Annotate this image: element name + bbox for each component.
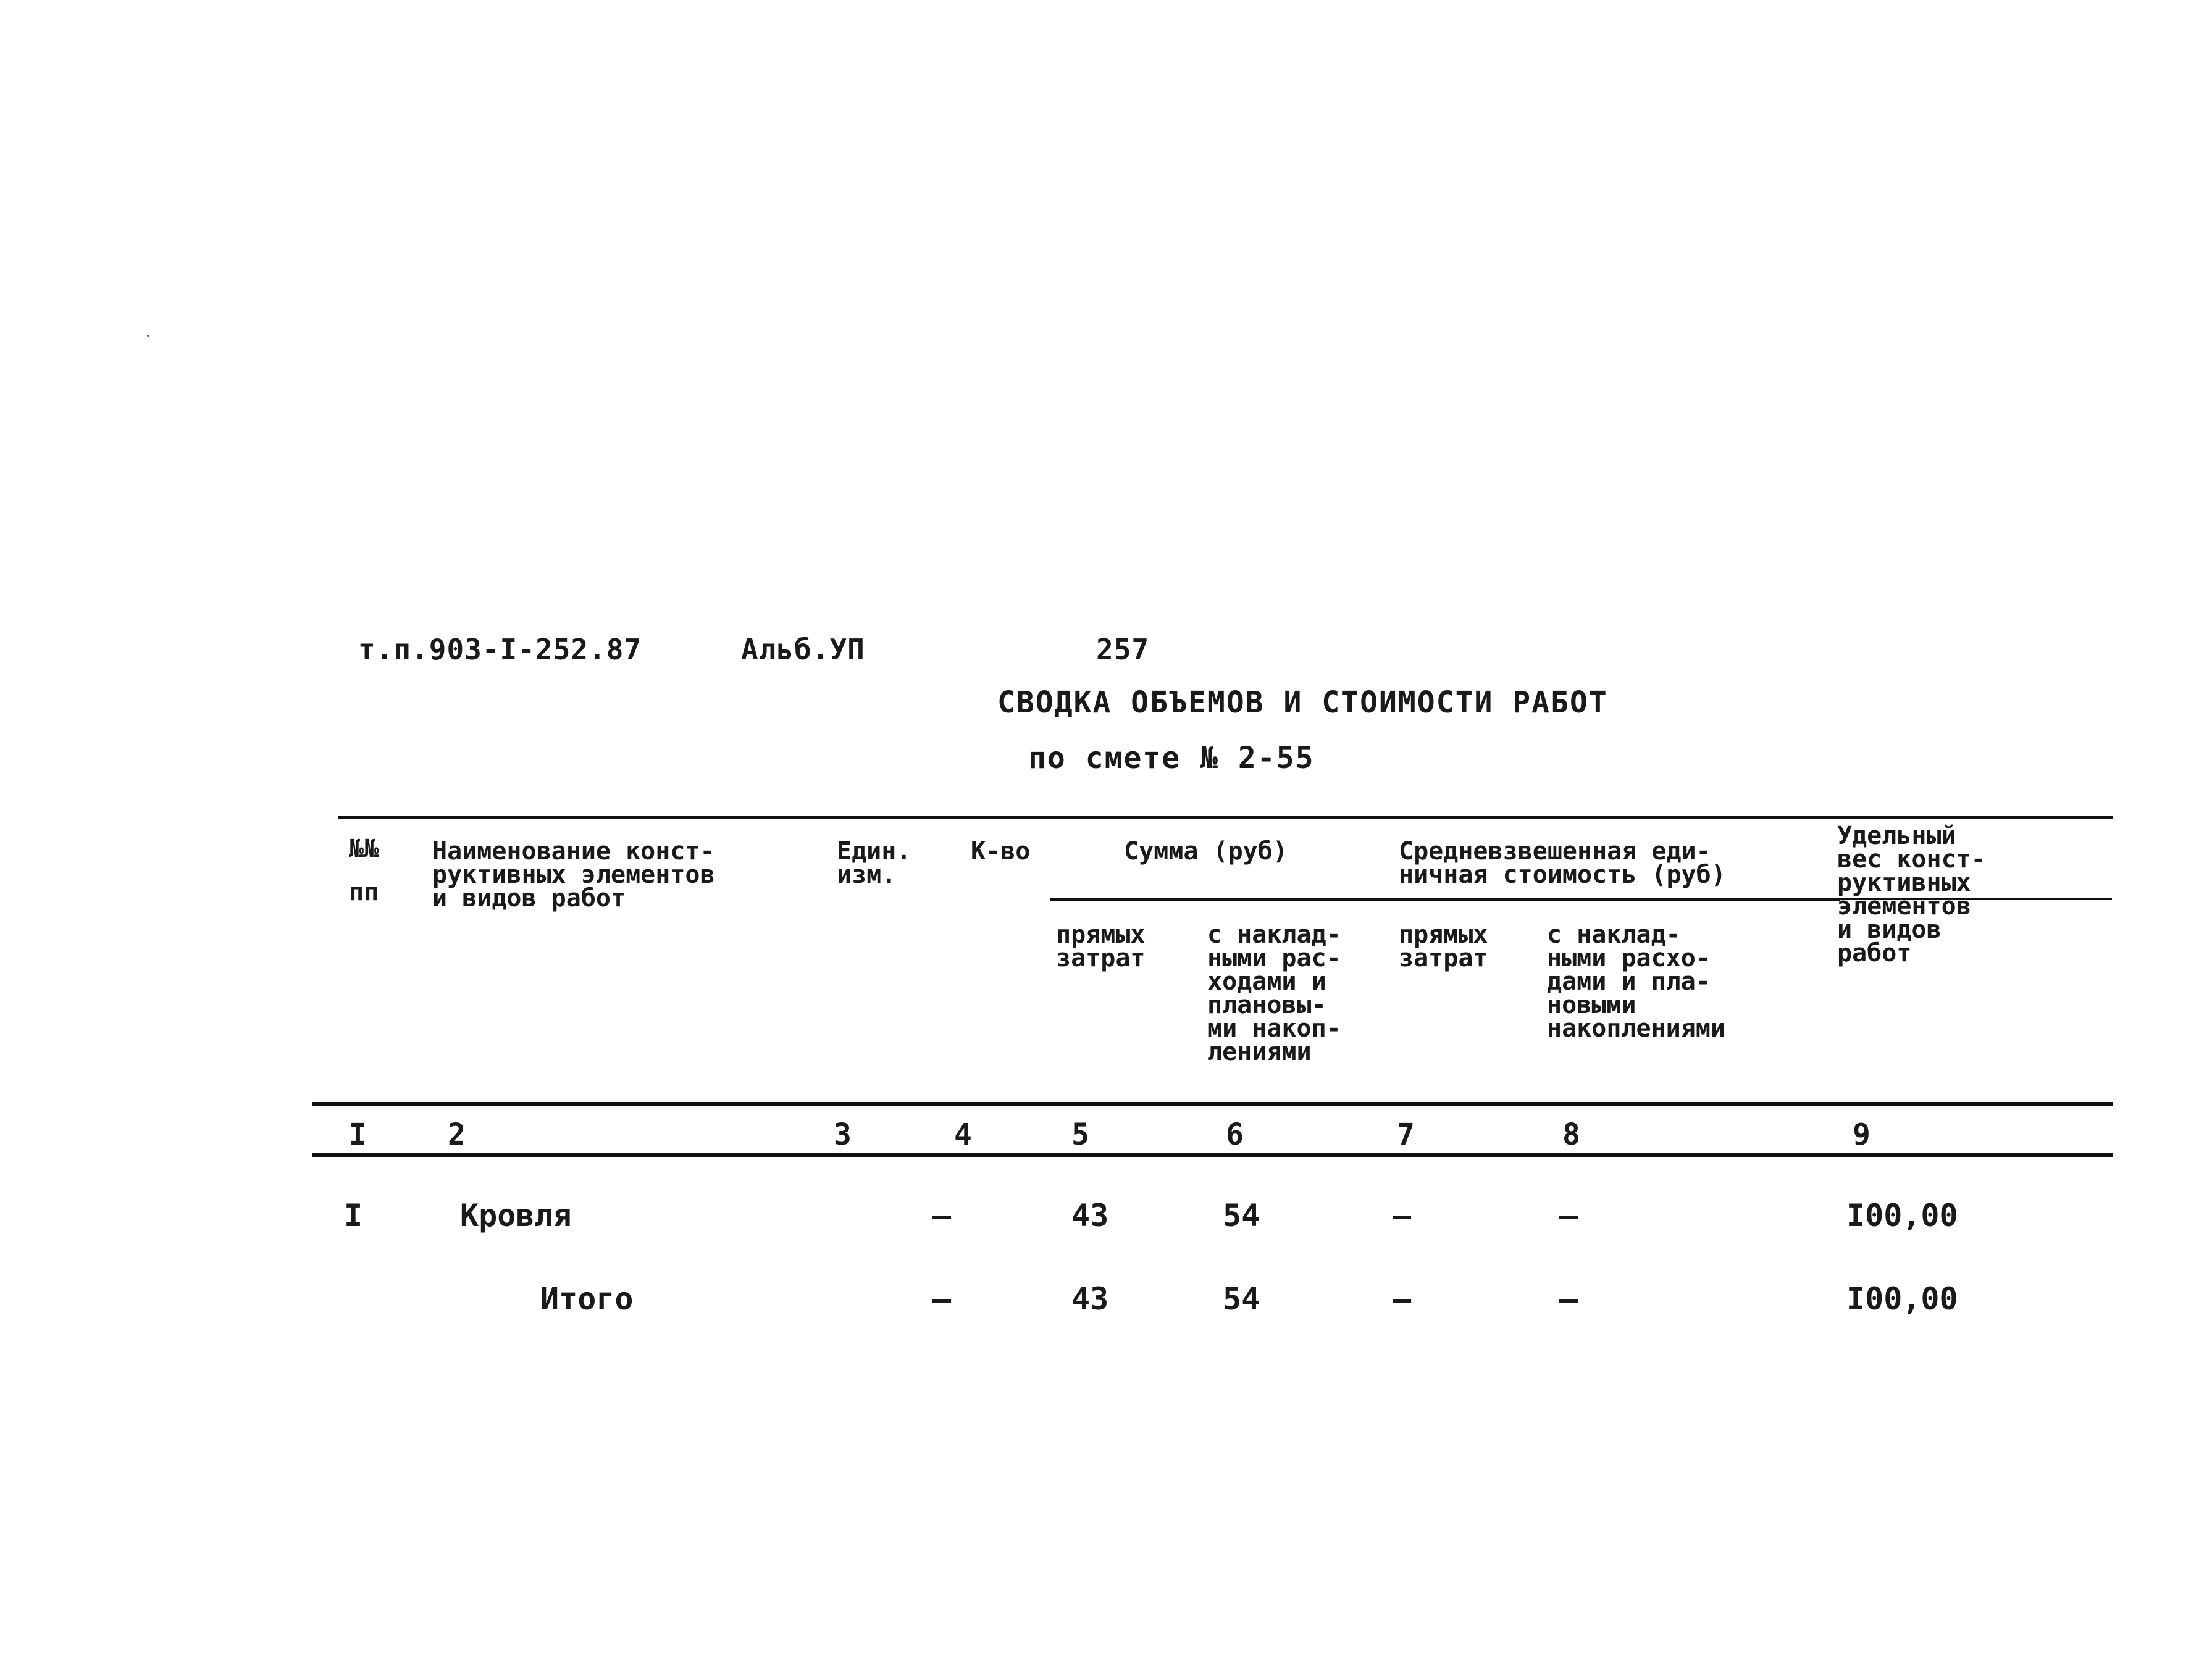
- header-unit-cost-group: Средневзвешенная еди- ничная стоимость (руб): [1399, 837, 1726, 889]
- header-unit: Един. изм.: [837, 837, 911, 889]
- column-number-6: 6: [1226, 1117, 1244, 1152]
- row2-unit-direct: –: [1393, 1281, 1412, 1317]
- column-number-2: 2: [448, 1117, 466, 1152]
- numbers-bottom-rule: [312, 1153, 2113, 1157]
- row1-quantity: –: [932, 1198, 952, 1233]
- row1-direct-sum: 43: [1071, 1198, 1109, 1233]
- column-number-3: 3: [834, 1117, 852, 1152]
- header-sum-overhead: с наклад- ными рас- ходами и плановы- ми накоп- лениями: [1207, 920, 1341, 1066]
- column-number-7: 7: [1397, 1117, 1415, 1152]
- header-unit-overhead: с наклад- ными расхо- дами и пла- новыми накоплениями: [1547, 920, 1725, 1043]
- group-sum-rule: [1050, 898, 1840, 901]
- table-top-rule: [338, 816, 2113, 819]
- album-label: Альб.УП: [741, 633, 865, 666]
- row1-overhead-sum: 54: [1223, 1198, 1260, 1233]
- row2-overhead-sum: 54: [1223, 1281, 1260, 1317]
- row2-name: Итого: [540, 1281, 634, 1317]
- row1-unit-direct: –: [1393, 1198, 1412, 1233]
- column-number-9: 9: [1853, 1117, 1871, 1152]
- row2-unit-overhead: –: [1559, 1281, 1578, 1317]
- row1-number: I: [344, 1198, 363, 1233]
- row1-share: I00,00: [1846, 1198, 1958, 1233]
- header-name: Наименование конст- руктивных элементов и видов работ: [432, 837, 715, 912]
- document-title: СВОДКА ОБЪЕМОВ И СТОИМОСТИ РАБОТ: [997, 685, 1608, 720]
- column-number-4: 4: [954, 1117, 972, 1152]
- header-share: Удельный вес конст- руктивных элементов и видов работ: [1837, 822, 1986, 967]
- row1-name: Кровля: [460, 1198, 572, 1233]
- row2-share: I00,00: [1846, 1281, 1958, 1317]
- column-number-8: 8: [1562, 1117, 1580, 1152]
- header-sum-direct: прямых затрат: [1056, 920, 1146, 972]
- header-unit-direct: прямых затрат: [1399, 920, 1488, 972]
- page-number: 257: [1096, 633, 1150, 666]
- document-subtitle: по смете № 2-55: [1028, 741, 1315, 775]
- header-sum-group: Сумма (руб): [1124, 837, 1288, 866]
- row1-unit-overhead: –: [1559, 1198, 1578, 1233]
- header-bottom-rule: [312, 1102, 2113, 1106]
- header-row-number: №№ пп: [349, 835, 379, 906]
- row2-direct-sum: 43: [1071, 1281, 1109, 1317]
- header-quantity: К-во: [971, 837, 1031, 866]
- project-code: т.п.903-I-252.87: [358, 633, 642, 666]
- column-number-1: I: [349, 1117, 367, 1152]
- scan-speck: [147, 335, 149, 337]
- row2-quantity: –: [932, 1281, 952, 1317]
- column-number-5: 5: [1071, 1117, 1089, 1152]
